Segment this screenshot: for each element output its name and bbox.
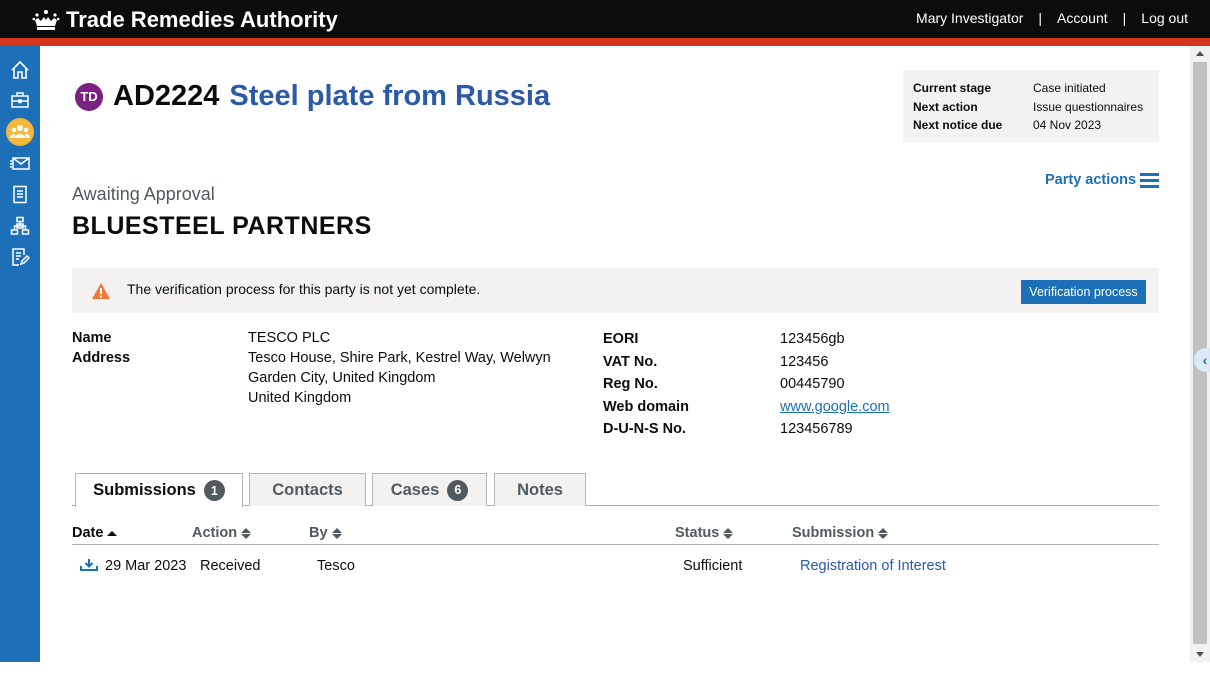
top-navigation bbox=[916, 10, 1188, 26]
document-icon[interactable] bbox=[8, 183, 32, 207]
site-header bbox=[0, 0, 1210, 38]
envelope-icon[interactable] bbox=[8, 151, 32, 175]
address-line: Tesco House, Shire Park, Kestrel Way, Welwyn bbox=[248, 350, 551, 366]
address-line: Garden City, United Kingdom bbox=[248, 370, 436, 386]
tab-contacts-label: Contacts bbox=[272, 480, 343, 499]
duns-value: 123456789 bbox=[780, 421, 853, 438]
nav-separator: | bbox=[1038, 10, 1043, 26]
verification-process-button[interactable]: Verification process bbox=[1021, 280, 1146, 304]
tab-cases[interactable] bbox=[372, 473, 487, 506]
duns-label: D-U-N-S No. bbox=[603, 421, 686, 438]
sidebar bbox=[0, 46, 40, 662]
org-chart-icon[interactable] bbox=[8, 214, 32, 238]
tab-cases-label: Cases bbox=[390, 480, 440, 499]
submissions-count-badge: 1 bbox=[204, 480, 225, 501]
eori-value: 123456gb bbox=[780, 331, 845, 348]
row-status: Sufficient bbox=[683, 558, 743, 574]
by-header-label: By bbox=[309, 525, 328, 541]
name-value: TESCO PLC bbox=[248, 330, 331, 346]
action-header-label: Action bbox=[192, 525, 238, 541]
logout-link[interactable]: Log out bbox=[1141, 10, 1188, 26]
edit-document-icon[interactable] bbox=[8, 245, 32, 269]
party-status: Awaiting Approval bbox=[72, 184, 215, 204]
sort-icon bbox=[332, 528, 342, 539]
tab-notes[interactable] bbox=[494, 473, 586, 506]
party-details-right bbox=[603, 328, 890, 441]
case-title bbox=[75, 80, 550, 113]
web-domain-label: Web domain bbox=[603, 398, 689, 415]
row-by: Tesco bbox=[317, 558, 355, 574]
tab-submissions-label: Submissions bbox=[93, 481, 196, 499]
eori-label: EORI bbox=[603, 331, 639, 348]
vat-label: VAT No. bbox=[603, 353, 658, 370]
sort-icon bbox=[723, 528, 733, 539]
cases-count-badge: 6 bbox=[447, 480, 468, 501]
address-label: Address bbox=[72, 350, 131, 366]
case-type-badge: TD bbox=[75, 83, 103, 111]
sort-icon bbox=[241, 528, 251, 539]
next-action-value: Issue questionnaires bbox=[1033, 99, 1144, 114]
table-row bbox=[72, 552, 1159, 580]
warning-text: The verification process for this party is not yet complete. bbox=[127, 281, 481, 297]
scroll-down-icon[interactable] bbox=[1196, 652, 1204, 657]
party-details-left bbox=[72, 328, 558, 408]
row-date: 29 Mar 2023 bbox=[105, 558, 187, 574]
case-name: Steel plate from Russia bbox=[229, 80, 551, 112]
brand-name: Trade Remedies Authority bbox=[66, 7, 338, 32]
chevron-left-icon: ‹ bbox=[1202, 352, 1208, 368]
by-column-header[interactable] bbox=[309, 525, 342, 541]
next-notice-label: Next notice due bbox=[913, 118, 1003, 133]
current-stage-label: Current stage bbox=[913, 81, 992, 96]
nav-separator: | bbox=[1122, 10, 1127, 26]
crown-icon bbox=[32, 9, 60, 31]
tab-notes-label: Notes bbox=[517, 480, 563, 499]
tab-submissions[interactable] bbox=[75, 473, 243, 507]
sort-ascending-icon bbox=[107, 531, 117, 536]
people-icon[interactable] bbox=[6, 118, 34, 146]
briefcase-icon[interactable] bbox=[8, 88, 32, 112]
submissions-table-header bbox=[72, 522, 1159, 545]
account-link[interactable]: Account bbox=[1057, 10, 1108, 26]
web-domain-link[interactable]: www.google.com bbox=[780, 398, 890, 415]
reg-value: 00445790 bbox=[780, 376, 845, 393]
bottom-edge bbox=[0, 662, 1210, 674]
menu-icon bbox=[1140, 173, 1159, 188]
name-label: Name bbox=[72, 330, 112, 346]
party-tabs bbox=[72, 473, 1159, 506]
case-stage-summary bbox=[903, 70, 1159, 142]
vat-value: 123456 bbox=[780, 353, 829, 370]
status-header-label: Status bbox=[675, 525, 720, 541]
next-action-label: Next action bbox=[913, 99, 978, 114]
status-column-header[interactable] bbox=[675, 525, 733, 541]
address-value bbox=[248, 348, 558, 408]
current-stage-value: Case initiated bbox=[1033, 81, 1106, 96]
row-action: Received bbox=[200, 558, 261, 574]
case-reference: AD2224 bbox=[113, 80, 220, 112]
date-column-header[interactable] bbox=[72, 525, 117, 541]
download-icon[interactable] bbox=[80, 558, 98, 572]
tab-contacts[interactable] bbox=[249, 473, 366, 506]
sort-icon bbox=[878, 528, 888, 539]
home-icon[interactable] bbox=[8, 58, 32, 82]
party-actions-label: Party actions bbox=[1045, 172, 1137, 188]
party-actions-button[interactable] bbox=[1045, 172, 1159, 188]
user-name-link[interactable]: Mary Investigator bbox=[916, 10, 1024, 26]
scroll-up-icon[interactable] bbox=[1196, 51, 1204, 56]
address-line: United Kingdom bbox=[248, 390, 352, 406]
brand-logo[interactable] bbox=[32, 6, 338, 34]
warning-icon bbox=[91, 282, 111, 300]
row-submission-link[interactable]: Registration of Interest bbox=[800, 558, 946, 574]
date-header-label: Date bbox=[72, 525, 104, 541]
party-name: BLUESTEEL PARTNERS bbox=[72, 212, 372, 240]
submission-header-label: Submission bbox=[792, 525, 875, 541]
action-column-header[interactable] bbox=[192, 525, 251, 541]
next-notice-value: 04 Nov 2023 bbox=[1033, 118, 1102, 133]
submission-column-header[interactable] bbox=[792, 525, 888, 541]
reg-label: Reg No. bbox=[603, 376, 658, 393]
header-stripe bbox=[0, 38, 1210, 46]
verification-warning bbox=[72, 268, 1159, 313]
